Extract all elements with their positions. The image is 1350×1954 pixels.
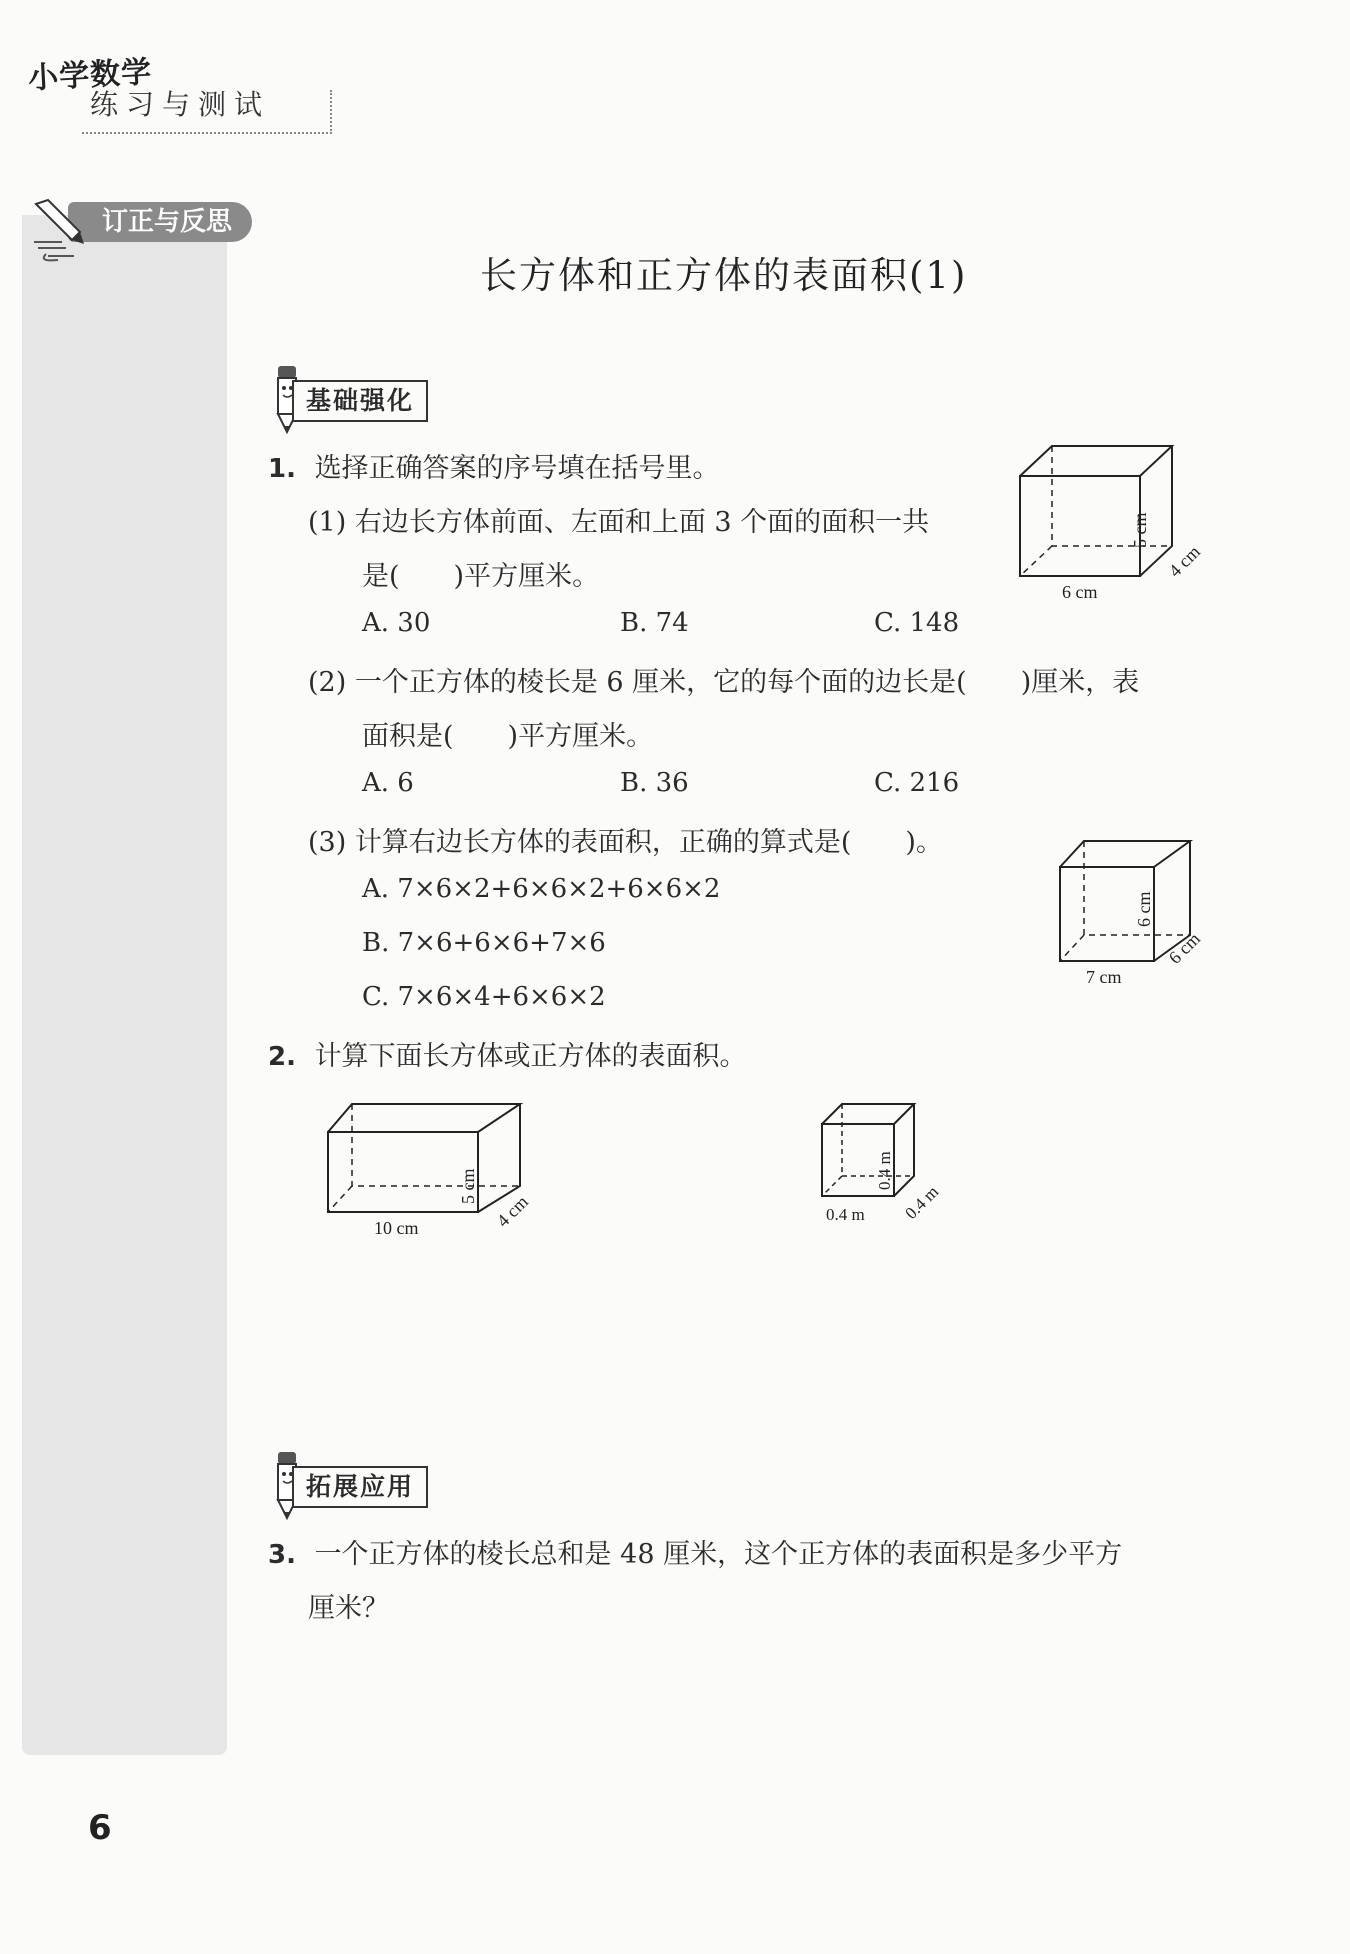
q1-p2-line2: 面积是( )平方厘米。	[362, 721, 654, 752]
q1-p3-width-label: 6 cm	[1164, 928, 1204, 968]
brand-title: 小学数学	[27, 54, 154, 97]
q2-b-height-label: 0.4 m	[875, 1151, 894, 1190]
q2-b-length-label: 0.4 m	[826, 1205, 865, 1224]
q1-number: 1.	[268, 454, 296, 484]
q1-p1-line2: 是( )平方厘米。	[362, 561, 600, 592]
page-title: 长方体和正方体的表面积(1)	[480, 254, 968, 297]
q3-number: 3.	[268, 1540, 296, 1570]
q1-p1-option-b: B. 74	[620, 608, 689, 638]
cuboid-hidden-edges	[1052, 446, 1172, 546]
cuboid-top-face	[1020, 446, 1172, 476]
cube-right-face	[894, 1104, 914, 1196]
q1-p3-option-a: A. 7×6×2+6×6×2+6×6×2	[362, 874, 721, 904]
q2-cuboid-figure	[318, 1098, 548, 1242]
section-basic-label: 基础强化	[292, 380, 428, 422]
q1-p2-option-a: A. 6	[362, 768, 414, 798]
cuboid-top-face	[1060, 841, 1190, 867]
q1-p2-option-b: B. 36	[620, 768, 689, 798]
q1-p3-length-label: 7 cm	[1086, 967, 1122, 987]
cuboid-right-face	[1140, 446, 1172, 576]
cuboid-front-face	[1020, 476, 1140, 576]
q1-line	[268, 446, 720, 485]
q1-p2-option-c: C. 216	[874, 768, 960, 798]
q1-p1-height-label: 5 cm	[1130, 512, 1150, 548]
cuboid-top-face	[328, 1104, 520, 1132]
review-label: 订正与反思	[68, 202, 252, 242]
brand-subtitle: 练习与测试	[82, 90, 332, 134]
page-number: 6	[88, 1808, 112, 1848]
cuboid-front-face	[328, 1132, 478, 1212]
q1-p3-option-b: B. 7×6+6×6+7×6	[362, 928, 606, 958]
q2-a-height-label: 5 cm	[458, 1168, 478, 1204]
q1-p3-line1: (3) 计算右边长方体的表面积，正确的算式是( )。	[308, 827, 943, 858]
q1-p1-length-label: 6 cm	[1062, 582, 1098, 602]
q1-p3-option-c: C. 7×6×4+6×6×2	[362, 982, 606, 1012]
section-extend-label: 拓展应用	[292, 1466, 428, 1508]
q1-p1-option-a: A. 30	[362, 608, 431, 638]
cube-hidden-edge	[822, 1176, 842, 1196]
q1-p2-line1: (2) 一个正方体的棱长是 6 厘米，它的每个面的边长是( )厘米，表	[308, 667, 1140, 698]
cuboid-hidden-edges	[352, 1104, 520, 1186]
q1-p1-line1: (1) 右边长方体前面、左面和上面 3 个面的面积一共	[308, 507, 930, 538]
q3-text-line2: 厘米？	[308, 1593, 389, 1624]
q1-p3-height-label: 6 cm	[1134, 891, 1154, 927]
q1-p3-cuboid-figure	[1050, 835, 1225, 999]
q2-a-width-label: 4 cm	[492, 1191, 532, 1231]
q1-p1-cuboid-figure	[1010, 440, 1220, 614]
q1-p1-option-c: C. 148	[874, 608, 960, 638]
q2-b-width-label: 0.4 m	[901, 1182, 943, 1223]
q2-stem: 计算下面长方体或正方体的表面积。	[314, 1041, 747, 1072]
q2-cube-figure	[812, 1098, 962, 1232]
cube-top-face	[822, 1104, 914, 1124]
q3-line1	[268, 1532, 1122, 1571]
q1-stem: 选择正确答案的序号填在括号里。	[314, 453, 720, 484]
cuboid-hidden-edge	[1060, 935, 1084, 961]
q2-number: 2.	[268, 1042, 296, 1072]
q2-line	[268, 1034, 747, 1073]
q3-text-line1: 一个正方体的棱长总和是 48 厘米，这个正方体的表面积是多少平方	[314, 1539, 1123, 1570]
cuboid-hidden-edge	[1020, 546, 1052, 576]
review-badge	[28, 198, 233, 246]
pencil-icon	[28, 198, 98, 268]
correction-margin	[22, 215, 227, 1755]
q2-a-length-label: 10 cm	[374, 1218, 419, 1238]
cuboid-hidden-edge	[328, 1186, 352, 1212]
q1-p1-width-label: 4 cm	[1164, 541, 1204, 581]
